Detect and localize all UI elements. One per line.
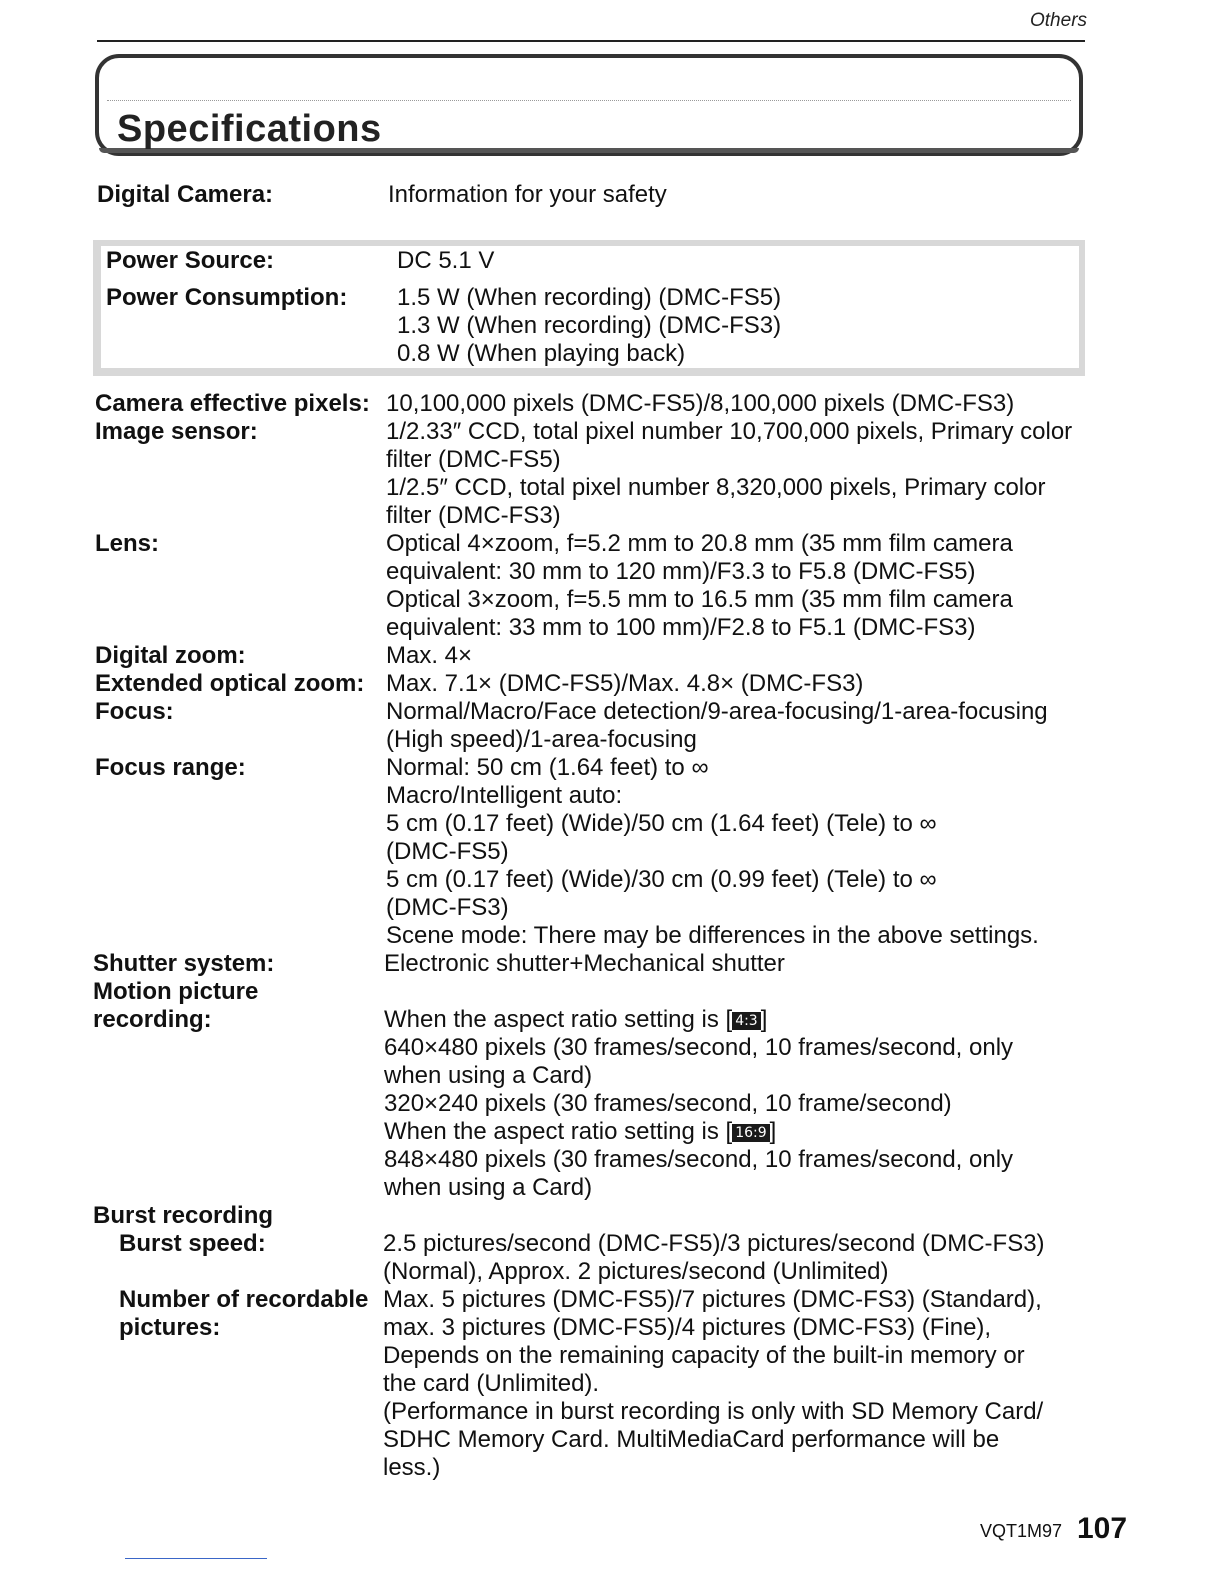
focus-range-line: 5 cm (0.17 feet) (Wide)/50 cm (1.64 feet) (Tele) to ∞	[386, 810, 937, 837]
lens-line: Optical 3×zoom, f=5.5 mm to 16.5 mm (35 mm film camera	[386, 586, 1013, 613]
motion-line: when using a Card)	[384, 1062, 593, 1089]
motion-aspect-43	[384, 1006, 767, 1034]
burst-count-label: pictures:	[119, 1314, 221, 1341]
document-code: VQT1M97	[980, 1521, 1063, 1541]
focus-line: (High speed)/1-area-focusing	[386, 726, 697, 753]
burst-heading: Burst recording	[93, 1202, 274, 1229]
sensor-line: filter (DMC-FS3)	[386, 502, 561, 529]
motion-line: 848×480 pixels (30 frames/second, 10 frames/second, only	[384, 1146, 1014, 1173]
aspect-prefix: When the aspect ratio setting is [	[384, 1006, 733, 1033]
focus-label: Focus:	[95, 698, 174, 725]
focus-range-line: Macro/Intelligent auto:	[386, 782, 623, 809]
header-rule	[97, 40, 1085, 42]
focus-line: Normal/Macro/Face detection/9-area-focusing/1-area-focusing	[386, 698, 1048, 725]
burst-count-line: Depends on the remaining capacity of the built-in memory or	[383, 1342, 1025, 1369]
aspect-suffix: ]	[769, 1118, 777, 1145]
title-frame	[95, 54, 1083, 156]
power-consumption-line: 1.3 W (When recording) (DMC-FS3)	[397, 312, 782, 339]
sensor-label: Image sensor:	[95, 418, 258, 445]
ext-zoom-label: Extended optical zoom:	[95, 670, 365, 697]
aspect-4-3-icon: 4:3	[732, 1012, 761, 1030]
aspect-prefix: When the aspect ratio setting is [	[384, 1118, 733, 1145]
power-consumption-line: 0.8 W (When playing back)	[397, 340, 686, 367]
power-consumption-line: 1.5 W (When recording) (DMC-FS5)	[397, 284, 782, 311]
aspect-16-9-icon: 16:9	[732, 1124, 769, 1142]
focus-range-line: Normal: 50 cm (1.64 feet) to ∞	[386, 754, 709, 781]
burst-count-line: Max. 5 pictures (DMC-FS5)/7 pictures (DMC-FS3) (Standard),	[383, 1286, 1042, 1313]
power-consumption-label: Power Consumption:	[106, 284, 348, 311]
burst-speed-line: 2.5 pictures/second (DMC-FS5)/3 pictures/second (DMC-FS3)	[383, 1230, 1045, 1257]
burst-count-line: the card (Unlimited).	[383, 1370, 600, 1397]
burst-count-line: max. 3 pictures (DMC-FS5)/4 pictures (DMC-FS3) (Fine),	[383, 1314, 992, 1341]
motion-line: 320×240 pixels (30 frames/second, 10 frame/second)	[384, 1090, 952, 1117]
burst-speed-label: Burst speed:	[119, 1230, 266, 1257]
section-header: Others	[1030, 10, 1088, 31]
motion-line: 640×480 pixels (30 frames/second, 10 frames/second, only	[384, 1034, 1014, 1061]
lens-line: equivalent: 33 mm to 100 mm)/F2.8 to F5.1 (DMC-FS3)	[386, 614, 976, 641]
power-source-label: Power Source:	[106, 247, 275, 274]
sensor-line: filter (DMC-FS5)	[386, 446, 561, 473]
motion-line: when using a Card)	[384, 1174, 593, 1201]
power-source-value: DC 5.1 V	[397, 247, 495, 274]
focus-range-line: (DMC-FS3)	[386, 894, 509, 921]
page-number: 107	[1077, 1512, 1128, 1545]
page-title: Specifications	[117, 108, 382, 150]
focus-range-line: Scene mode: There may be differences in the above settings.	[386, 922, 1039, 949]
digital-camera-value: Information for your safety	[388, 181, 667, 208]
burst-count-line: (Performance in burst recording is only with SD Memory Card/	[383, 1398, 1044, 1425]
burst-speed-line: (Normal), Approx. 2 pictures/second (Unlimited)	[383, 1258, 889, 1285]
bottom-rule	[125, 1558, 267, 1559]
lens-line: equivalent: 30 mm to 120 mm)/F3.3 to F5.8 (DMC-FS5)	[386, 558, 976, 585]
shutter-label: Shutter system:	[93, 950, 275, 977]
pixels-label: Camera effective pixels:	[95, 390, 370, 417]
burst-count-line: less.)	[383, 1454, 441, 1481]
motion-aspect-169	[384, 1118, 776, 1146]
lens-line: Optical 4×zoom, f=5.2 mm to 20.8 mm (35 mm film camera	[386, 530, 1013, 557]
title-dotted-rule	[107, 100, 1071, 102]
ext-zoom-value: Max. 7.1× (DMC-FS5)/Max. 4.8× (DMC-FS3)	[386, 670, 864, 697]
motion-label: Motion picture	[93, 978, 259, 1005]
sensor-line: 1/2.5″ CCD, total pixel number 8,320,000 pixels, Primary color	[386, 474, 1046, 501]
digital-zoom-label: Digital zoom:	[95, 642, 246, 669]
sensor-line: 1/2.33″ CCD, total pixel number 10,700,000 pixels, Primary color	[386, 418, 1073, 445]
focus-range-line: 5 cm (0.17 feet) (Wide)/30 cm (0.99 feet) (Tele) to ∞	[386, 866, 937, 893]
burst-count-label: Number of recordable	[119, 1286, 369, 1313]
focus-range-label: Focus range:	[95, 754, 246, 781]
shutter-value: Electronic shutter+Mechanical shutter	[384, 950, 785, 977]
pixels-value: 10,100,000 pixels (DMC-FS5)/8,100,000 pixels (DMC-FS3)	[386, 390, 1015, 417]
focus-range-line: (DMC-FS5)	[386, 838, 509, 865]
digital-camera-label: Digital Camera:	[97, 181, 274, 208]
digital-zoom-value: Max. 4×	[386, 642, 473, 669]
motion-label: recording:	[93, 1006, 212, 1033]
aspect-suffix: ]	[760, 1006, 768, 1033]
lens-label: Lens:	[95, 530, 160, 557]
burst-count-line: SDHC Memory Card. MultiMediaCard performance will be	[383, 1426, 1000, 1453]
